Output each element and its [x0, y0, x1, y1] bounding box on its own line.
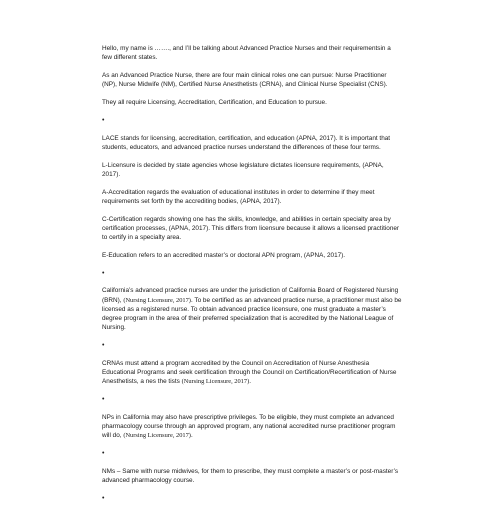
paragraph-text: They all require Licensing, Accreditation, Certification, and Education to pursue.	[102, 99, 327, 106]
paragraph-text: NPs in California may also have prescriptive privileges. To be eligible, they must complete an advanced pharmacology course through an approved program, any national accredited nurse practitioner program will do,	[102, 413, 396, 440]
bullet-marker: •	[102, 116, 105, 124]
bullet-marker: •	[102, 269, 105, 277]
paragraph-text: L-Licensure is decided by state agencies whose legislature dictates licensure requirements, (APNA, 2017).	[102, 161, 384, 178]
paragraph-text: NMs – Same with nurse midwives, for them to prescribe, they must complete a master’s or post-master’s advanced pharmacology course.	[102, 467, 399, 484]
citation-text: (Nursing Licensure, 2017)	[123, 432, 191, 440]
paragraph-text: Hello, my name is ……., and I’ll be talking about Advanced Practice Nurses and their requirementsin a few different states.	[102, 45, 391, 62]
paragraph-text: A-Accreditation regards the evaluation of educational institutes in order to determine if they meet requirements set forth by the accrediting bodies, (APNA, 2017).	[102, 188, 375, 205]
paragraph-text: As an Advanced Practice Nurse, there are four main clinical roles one can pursue: Nurse Practitioner (NP), Nurse Midwife (NM), Certified Nurse Anesthetists (CRNA), and Clinical Nurse Specialist (CNS).	[102, 72, 388, 89]
document-paragraph	[102, 161, 402, 179]
citation-text: (Nursing Licensure, 2017)	[123, 296, 191, 304]
paragraph-text: CRNAs must attend a program accredited by the Council on Accreditation of Nurse Anesthesia Educational Programs and seek certification through the Council on Certification/Recertification of Nurse Anesthetists, a nes the tists	[102, 359, 397, 386]
paragraph-text: . To be certified as an advanced practice nurse, a practitioner must also be licensed as a registered nurse. To obtain advanced practice licensure, one must graduate a master’s degree program in the area of their preferred specialization that is accredited by the National League of Nursing.	[102, 296, 402, 332]
paragraph-text: E-Education refers to an accredited master’s or doctoral APN program, (APNA, 2017).	[102, 251, 346, 259]
bullet-marker: •	[102, 341, 105, 349]
document-paragraph	[102, 467, 402, 485]
document-paragraph	[102, 44, 402, 62]
bullet-marker: •	[102, 449, 105, 457]
paragraph-text: LACE stands for licensing, accreditation, certification, and education (APNA, 2017). It is important that students, educators, and advanced practice nurses understand the differences of these four terms.	[102, 134, 391, 151]
document-page	[102, 44, 402, 512]
document-paragraph	[102, 286, 402, 332]
document-paragraph	[102, 134, 402, 152]
paragraph-text: C-Certification regards showing one has the skills, knowledge, and abilities in certain specialty area by certification processes, (APNA, 2017). This differs from licensure because it allows a licensed practitioner to certify in a specialty area.	[102, 215, 400, 241]
document-paragraph	[102, 359, 402, 387]
document-paragraph	[102, 188, 402, 206]
document-paragraph	[102, 71, 402, 89]
paragraph-text: .	[190, 432, 193, 440]
document-paragraph	[102, 98, 402, 107]
paragraph-text: .	[249, 378, 251, 386]
document-paragraph	[102, 251, 402, 260]
paragraph-text: California’s advanced practice nurses are under the jurisdiction of California Board of Registered Nursing (BRN),	[102, 287, 399, 304]
document-paragraph	[102, 215, 402, 243]
citation-text: (Nursing Licensure, 2017)	[181, 378, 250, 386]
bullet-marker: •	[102, 494, 105, 502]
document-paragraph	[102, 413, 402, 441]
bullet-marker: •	[102, 395, 105, 403]
